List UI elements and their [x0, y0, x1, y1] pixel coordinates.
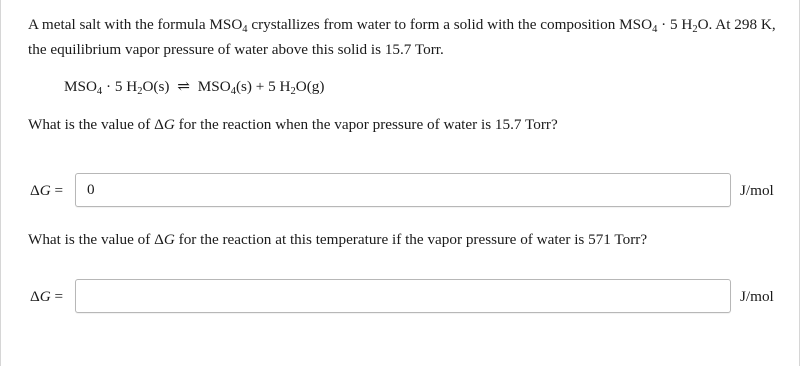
- intro-text-4: O. At 298 K, the equilibrium vapor pressure of water above this solid is 15.7 Torr.: [28, 16, 776, 58]
- q2-delta-symbol: Δ: [30, 288, 40, 305]
- product-formula: MSO: [197, 78, 231, 95]
- q2-text-after: for the reaction at this temperature if the vapor pressure of water is 571 Torr?: [174, 231, 648, 248]
- q1-delta-symbol: Δ: [30, 182, 40, 199]
- q2-answer-label: [30, 287, 63, 307]
- q1-text-before: What is the value of Δ: [28, 116, 164, 133]
- intro-text-2: crystallizes from water to form a solid with the composition MSO: [247, 16, 653, 33]
- q2-unit-label: J/mol: [740, 288, 774, 305]
- q2-text-before: What is the value of Δ: [28, 231, 164, 248]
- q1-unit-label: J/mol: [740, 182, 774, 199]
- q1-answer-label: [30, 181, 63, 201]
- q1-equals-sign: =: [50, 182, 64, 199]
- q2-equals-sign: =: [50, 288, 64, 305]
- q1-text-after: for the reaction when the vapor pressure of water is 15.7 Torr?: [174, 116, 558, 133]
- equilibrium-arrow: ⇌: [177, 78, 190, 95]
- intro-text-3: · 5 H: [657, 16, 693, 33]
- reactant-subscript: 4: [96, 86, 103, 97]
- q2-variable: G: [163, 231, 175, 248]
- q2-label-variable: G: [39, 288, 51, 305]
- q1-answer-input[interactable]: [75, 173, 731, 207]
- reactant-hydrate-subscript: 2: [137, 86, 143, 97]
- question-2-text: [28, 227, 778, 252]
- reactant-hydrate: · 5 H: [102, 78, 138, 95]
- reactant-state: O(s): [142, 78, 170, 95]
- q1-label-variable: G: [39, 182, 51, 199]
- question-1-text: [28, 112, 778, 137]
- water-subscript: 2: [290, 86, 296, 97]
- reactant-formula: MSO: [64, 78, 97, 95]
- product-subscript: 4: [230, 86, 236, 97]
- reaction-equation: [64, 76, 324, 98]
- product-state: (s) + 5 H: [235, 78, 291, 95]
- q1-variable: G: [163, 116, 175, 133]
- problem-statement: [28, 12, 778, 62]
- water-state: O(g): [295, 78, 325, 95]
- intro-text-1: A metal salt with the formula MSO: [28, 16, 243, 33]
- intro-subscript-1: 4: [242, 24, 248, 35]
- intro-subscript-3: 2: [692, 24, 698, 35]
- intro-subscript-2: 4: [652, 24, 658, 35]
- q2-answer-input[interactable]: [75, 279, 731, 313]
